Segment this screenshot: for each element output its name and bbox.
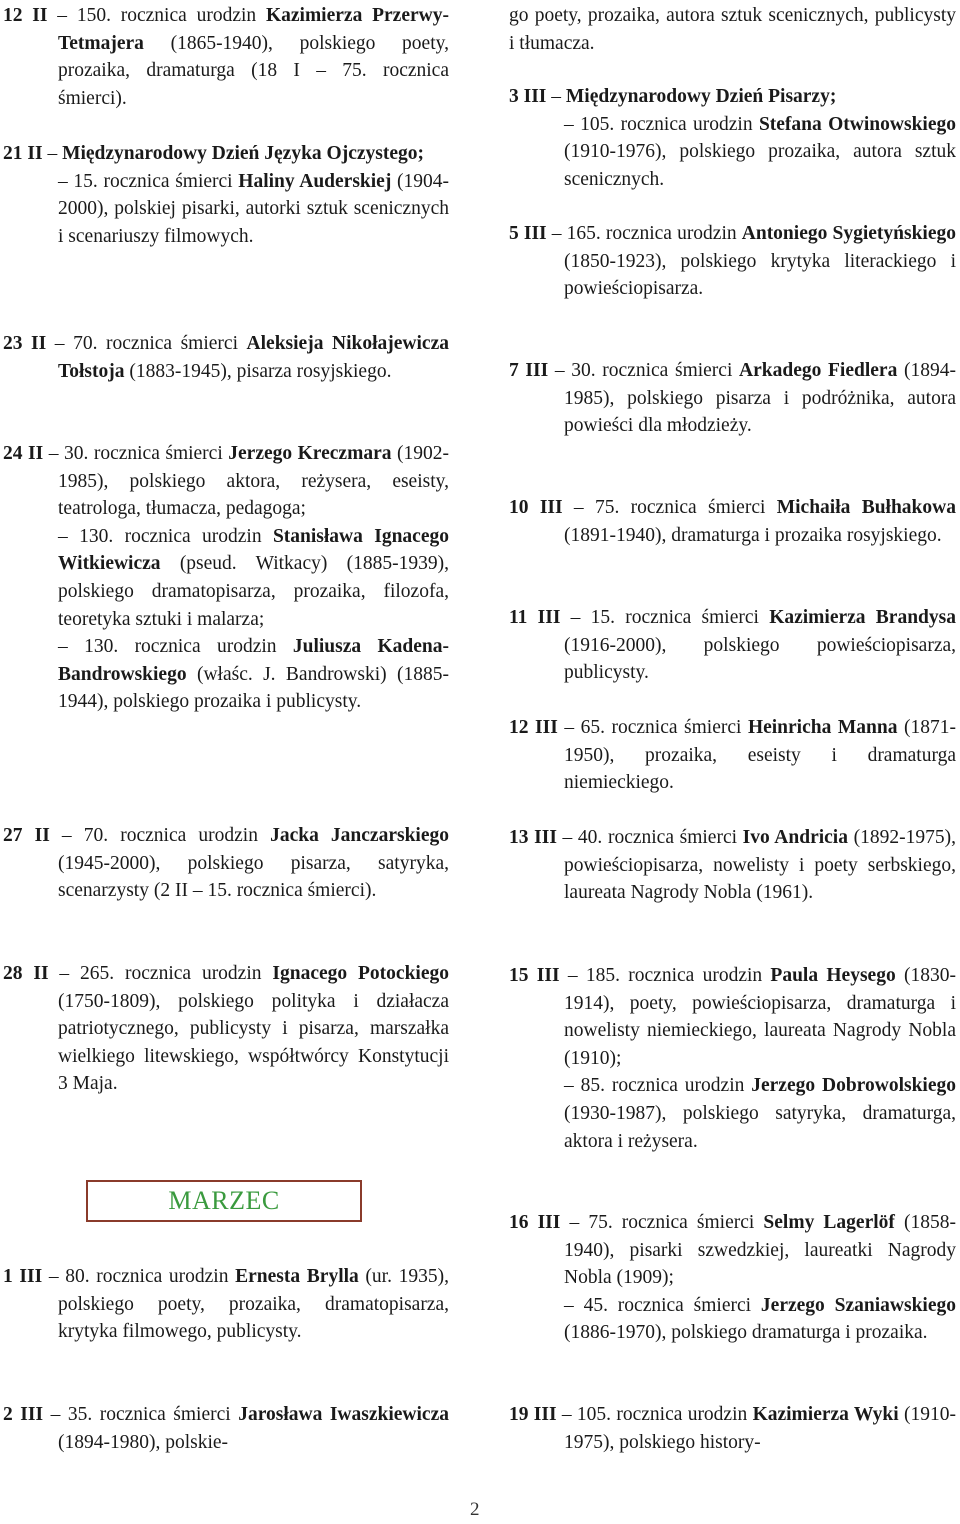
- entry-text: – 130. rocznica urodzin: [58, 525, 273, 547]
- calendar-entry: [3, 2, 449, 112]
- entry-date: 15 III: [509, 965, 568, 986]
- entry-line: [509, 824, 956, 907]
- entry-description: (1910-1975), polskiego history-: [564, 1404, 956, 1453]
- entry-line: [3, 330, 449, 385]
- entry-description: (1904-2000), polskiej pisarki, autorki sztuk scenicznych i scenariuszy filmowych.: [58, 170, 449, 247]
- entry-date: 21 II: [3, 143, 48, 164]
- entry-description: (1850-1923), polskiego krytyka literackiego i powieściopisarza.: [564, 250, 956, 300]
- entry-date: 23 II: [3, 333, 55, 354]
- entry-text: – 130. rocznica urodzin: [58, 636, 293, 658]
- entry-line: [3, 1401, 449, 1456]
- entry-text: – 65. rocznica śmierci: [564, 717, 748, 738]
- entry-description: (1945-2000), polskiego pisarza, satyryka, scenarzysty (2 II – 15. rocznica śmierci).: [58, 852, 449, 902]
- person-name: Ignacego Potockiego: [272, 963, 449, 984]
- entry-text: – 75. rocznica śmierci: [573, 497, 777, 518]
- person-name: Kazimierza Przerwy-Tetmajera: [58, 5, 449, 54]
- entry-line: [509, 1401, 956, 1456]
- person-name: Ernesta Brylla: [235, 1266, 359, 1287]
- person-name: Kazimierza Brandysa: [769, 607, 956, 628]
- entry-line: [509, 220, 956, 303]
- person-name: Międzynarodowy Dzień Języka Ojczystego;: [62, 143, 425, 164]
- entry-line: [3, 523, 449, 633]
- entry-text: – 45. rocznica śmierci: [564, 1294, 761, 1316]
- page-number: 2: [470, 1499, 480, 1520]
- entry-line: [509, 1292, 956, 1347]
- entry-text: –: [47, 143, 63, 164]
- entry-text: – 40. rocznica śmierci: [562, 827, 743, 848]
- person-name: Jacka Janczarskiego: [270, 825, 449, 846]
- entry-line: [509, 111, 956, 194]
- entry-text: – 105. rocznica urodzin: [561, 1404, 753, 1425]
- entry-text: – 75. rocznica śmierci: [569, 1212, 764, 1233]
- person-name: Jarosława Iwaszkiewicza: [238, 1404, 449, 1425]
- calendar-entry: [509, 714, 956, 797]
- person-name: Haliny Auderskiej: [238, 170, 392, 192]
- entry-date: 28 II: [3, 963, 60, 984]
- entry-description: (1858-1940), pisarki szwedzkiej, laureatki Nagrody Nobla (1909);: [564, 1212, 956, 1289]
- entry-line: [509, 2, 956, 57]
- entry-description: (1865-1940), polskiego poety, prozaika, dramaturga (18 I – 75. rocznica śmierci).: [58, 32, 449, 109]
- person-name: Kazimierza Wyki: [752, 1404, 899, 1425]
- entry-line: [509, 1209, 956, 1292]
- person-name: Jerzego Szaniawskiego: [760, 1294, 956, 1316]
- entry-text: – 15. rocznica śmierci: [58, 170, 239, 192]
- entry-description: (pseud. Witkacy) (1885-1939), polskiego dramatopisarza, prozaika, filozofa, teoretyka sztuki i malarza;: [58, 553, 449, 630]
- entry-description: (1910-1976), polskiego prozaika, autora sztuk scenicznych.: [564, 141, 956, 190]
- entry-text: –: [551, 86, 566, 107]
- person-name: Ivo Andricia: [742, 827, 848, 848]
- calendar-entry: [3, 960, 449, 1098]
- entry-text: – 185. rocznica urodzin: [567, 965, 771, 986]
- entry-text: – 85. rocznica urodzin: [564, 1075, 752, 1097]
- entry-line: [3, 168, 449, 251]
- person-name: Michaiła Bułhakowa: [776, 497, 956, 518]
- person-name: Juliusza Kadena-Bandrowskiego: [58, 636, 449, 685]
- calendar-entry: [3, 330, 449, 385]
- month-heading: MARZEC: [168, 1186, 280, 1216]
- entry-text: – 150. rocznica urodzin: [57, 5, 266, 26]
- calendar-entry: [509, 1209, 956, 1347]
- person-name: Aleksieja Nikołajewicza Tołstoja: [58, 333, 449, 382]
- person-name: Paula Heysego: [770, 965, 896, 986]
- entry-date: 2 III: [3, 1404, 51, 1425]
- entry-description: (1892-1975), powieściopisarza, nowelisty i poety serbskiego, laureata Nagrody Nobla (1961).: [564, 827, 956, 904]
- calendar-entry: [509, 83, 956, 193]
- calendar-entry: [509, 357, 956, 440]
- calendar-entry: [509, 962, 956, 1155]
- person-name: Międzynarodowy Dzień Pisarzy;: [565, 86, 837, 107]
- entry-date: 7 III: [509, 360, 555, 381]
- entry-description: (1883-1945), pisarza rosyjskiego.: [124, 360, 392, 382]
- entry-description: (1891-1940), dramaturga i prozaika rosyjskiego.: [564, 524, 942, 546]
- entry-description: (1886-1970), polskiego dramaturga i prozaika.: [564, 1322, 928, 1344]
- entry-date: 10 III: [509, 497, 574, 518]
- entry-line: [509, 714, 956, 797]
- entry-text: – 30. rocznica śmierci: [554, 360, 740, 381]
- entry-line: [3, 440, 449, 523]
- entry-date: 24 II: [3, 443, 49, 464]
- entry-date: 12 II: [3, 5, 58, 26]
- entry-text: go poety, prozaika, autora sztuk scenicznych, publicysty i tłumacza.: [509, 5, 956, 54]
- calendar-entry: [509, 604, 956, 687]
- entry-description: (1894-1985), polskiego pisarza i podróżnika, autora powieści dla młodzieży.: [564, 360, 956, 437]
- entry-text: – 30. rocznica śmierci: [48, 443, 229, 464]
- entry-date: 5 III: [509, 223, 552, 244]
- person-name: Stanisława Ignacego Witkiewicza: [58, 525, 449, 575]
- calendar-entry: [509, 220, 956, 303]
- entry-description: (1894-1980), polskie-: [58, 1431, 229, 1453]
- person-name: Arkadego Fiedlera: [739, 360, 898, 381]
- entry-line: [509, 494, 956, 549]
- calendar-entry: [509, 494, 956, 549]
- entry-date: 12 III: [509, 717, 565, 738]
- calendar-entry: [3, 822, 449, 905]
- entry-text: – 70. rocznica urodzin: [61, 825, 271, 846]
- calendar-entry: [509, 2, 956, 57]
- entry-date: 16 III: [509, 1212, 570, 1233]
- entry-description: (1916-2000), polskiego powieściopisarza, publicysty.: [564, 634, 956, 684]
- entry-line: [3, 960, 449, 1098]
- entry-description: (1930-1987), polskiego satyryka, dramaturga, aktora i reżysera.: [564, 1102, 956, 1152]
- entry-line: [509, 1072, 956, 1155]
- entry-date: 3 III: [509, 86, 552, 107]
- entry-date: 13 III: [509, 827, 563, 848]
- calendar-entry: [3, 1401, 449, 1456]
- entry-line: [3, 1263, 449, 1346]
- calendar-entry: [3, 1263, 449, 1346]
- entry-line: [509, 604, 956, 687]
- entry-line: [3, 822, 449, 905]
- person-name: Jerzego Kreczmara: [228, 443, 392, 464]
- entry-line: [3, 2, 449, 112]
- entry-date: 1 III: [3, 1266, 49, 1287]
- entry-line: [509, 357, 956, 440]
- entry-description: (1830-1914), poety, powieściopisarza, dramaturga i nowelisty niemieckiego, laureata Nagrody Nobla (1910);: [564, 965, 956, 1069]
- entry-line: [509, 83, 956, 111]
- entry-text: – 15. rocznica śmierci: [570, 607, 770, 628]
- entry-date: 27 II: [3, 825, 62, 846]
- entry-text: – 80. rocznica urodzin: [48, 1266, 236, 1287]
- entry-line: [3, 633, 449, 716]
- person-name: Jerzego Dobrowolskiego: [751, 1075, 956, 1097]
- entry-description: (1750-1809), polskiego polityka i działacza patriotycznego, publicysty i pisarza, marszałka wielkiego litewskiego, współtwórcy Konstytucji 3 Maja.: [58, 990, 449, 1095]
- entry-date: 19 III: [509, 1404, 562, 1425]
- entry-date: 11 III: [509, 607, 571, 628]
- entry-line: [3, 140, 449, 168]
- entry-text: – 165. rocznica urodzin: [551, 223, 742, 244]
- person-name: Stefana Otwinowskiego: [758, 113, 956, 135]
- calendar-entry: [3, 440, 449, 716]
- person-name: Antoniego Sygietyńskiego: [741, 223, 956, 244]
- entry-description: (1871-1950), prozaika, eseisty i dramaturga niemieckiego.: [564, 717, 956, 794]
- entry-text: – 105. rocznica urodzin: [564, 113, 759, 135]
- person-name: Selmy Lagerlöf: [763, 1212, 895, 1233]
- entry-text: – 35. rocznica śmierci: [50, 1404, 239, 1425]
- person-name: Heinricha Manna: [747, 717, 898, 738]
- calendar-entry: [3, 140, 449, 250]
- entry-description: (właśc. J. Bandrowski) (1885-1944), polskiego prozaika i publicysty.: [58, 663, 449, 713]
- entry-description: (1902-1985), polskiego aktora, reżysera, eseisty, teatrologa, tłumacza, pedagoga;: [58, 443, 449, 520]
- entry-line: [509, 962, 956, 1072]
- entry-text: – 70. rocznica śmierci: [54, 333, 247, 354]
- calendar-entry: [509, 1401, 956, 1456]
- entry-text: – 265. rocznica urodzin: [59, 963, 273, 984]
- entry-description: (ur. 1935), polskiego poety, prozaika, dramatopisarza, krytyka filmowego, publicysty.: [58, 1266, 449, 1343]
- month-heading-box: [86, 1180, 362, 1222]
- calendar-entry: [509, 824, 956, 907]
